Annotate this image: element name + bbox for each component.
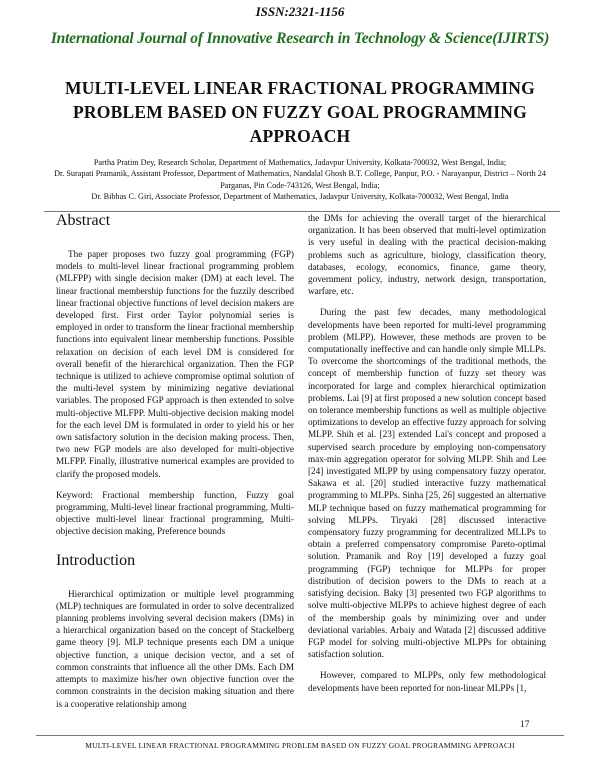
journal-name: International Journal of Innovative Research in Technology & Science(IJIRTS) — [50, 30, 550, 47]
author-list — [40, 157, 560, 202]
right-paragraph-2: During the past few decades, many methodological developments have been reported for multi-level programming problem (MLPP). However, these methods are proven to be computationally ineffective and can handle only simple MLLPs. To overcome the shortcomings of the traditional methods, the concept of membership function of fuzzy set theory was incorporated for large and complex hierarchical optimization problems. Lai [9] at first proposed a new solution concept based on tolerance membership functions as well as multiple objective optimizations to develop an effective fuzzy approach for solving MLPP. Shih et al. [23] extended Lai's concept and proposed a supervised search procedure by employing non-compensatory max-min aggregation operator for solving MLPP. Shih and Lee [24] investigated MLPP by using compensatory fuzzy operator. Sakawa et al. [20] studied interactive fuzzy mathematical programming to MLPPs. Sinha [25, 26] suggested an alternative MLP technique based on fuzzy mathematical programming for solving MLPPs. Tiryaki [28] discussed interactive compensatory fuzzy programming for decentralized MLLPs to obtain a preferred compensatory compromise Pareto-optimal solution. Pramanik and Roy [19] developed a fuzzy goal programming (FGP) technique for MLPPs for proper distribution of decision powers to the DMs to reach at a satisfying decision. Baky [3] presented two FGP algorithms to solve multi-objective MLPPs to achieve highest degree of each of the membership goals by minimizing over and under deviational variables. Arbaiy and Watada [2] discussed additive FGP model for solving multi-objective MLPPs for obtaining satisfaction solution. — [308, 307, 546, 660]
body-columns — [0, 212, 600, 712]
introduction-text: Hierarchical optimization or multiple level programming (MLP) techniques are formulated in order to solve decentralized planning problems involving several decision makers (DMs) in a hierarchical organization based on the concept of Stackelberg game theory [9]. MLP technique presents each DM a unique objective function, a unique decision vector, and a set of common constraints that influence all the other DMs. Each DM attempts to maximize his/her own objective function over the common constraints in the decision making situation and there is a cooperative relationship among — [56, 588, 294, 709]
right-paragraph-3: However, compared to MLPPs, only few methodological developments have been reported for non-linear MLPPs [1, — [308, 670, 546, 693]
author-2: Dr. Surapati Pramanik, Assistant Professor, Department of Mathematics, Nandalal Ghosh B.T. College, Panpur, P.O. - Narayanpur, District – North 24 Parganas, Pin Code-743126, West Bengal, India; — [54, 169, 546, 190]
left-column — [56, 212, 294, 719]
author-1: Partha Pratim Dey, Research Scholar, Department of Mathematics, Jadavpur University, Kolkata-700032, West Bengal, India; — [93, 158, 507, 167]
right-column — [308, 212, 546, 703]
issn: ISSN:2321-1156 — [255, 4, 345, 19]
keywords: Keyword: Fractional membership function, Fuzzy goal programming, Multi-level linear fractional programming, Multi-objective multi-level linear fractional programming, Multi-objective decision making, Preference bounds — [56, 489, 294, 537]
abstract-text: The paper proposes two fuzzy goal programming (FGP) models to multi-level linear fractional programming problem (MLFPP) with single decision maker (DM) at each level. The linear fractional membership functions for the fuzzily described linear fractional objective functions of level decision makers are developed first. First order Taylor polynomial series is employed in order to transform the linear fractional membership functions into equivalent linear membership functions. Possible relaxation on decision of each level DM is considered for overall benefit of the hierarchical organization. Then the FGP technique is utilized to achieve compromise optimal solution of the multi-level system by minimizing negative deviational variables. The proposed FGP approach is then extended to solve multi-objective MLFPP. Multi-objective decision making model for the each level DM is formulated in order to yield his or her own satisfactory solution in the decision making process. Then, two new FGP models are also developed for multi-objective MLFPP. Finally, illustrative numerical examples are provided to clarify the proposed models. — [56, 249, 294, 479]
footer-divider — [36, 735, 564, 736]
page-number: 17 — [520, 720, 530, 730]
author-3: Dr. Bibhas C. Giri, Associate Professor, Department of Mathematics, Jadavpur University, Kolkata-700032, West Bengal, India — [91, 191, 509, 201]
right-paragraph-1: the DMs for achieving the overall target of the hierarchical organization. It has been observed that multi-level optimization is very useful in dealing with the practical decision-making problems such as agriculture, biology, classification theory, databases, ecology, economics, finance, game theory, government policy, industry, network design, transportation, warfare, etc. — [308, 213, 546, 297]
running-footer: MULTI-LEVEL LINEAR FRACTIONAL PROGRAMMING PROBLEM BASED ON FUZZY GOAL PROGRAMMING APPROACH — [85, 741, 515, 750]
abstract-heading: Abstract — [56, 212, 111, 229]
paper-title: MULTI-LEVEL LINEAR FRACTIONAL PROGRAMMING PROBLEM BASED ON FUZZY GOAL PROGRAMMING APPROACH — [65, 78, 535, 146]
introduction-heading: Introduction — [56, 551, 136, 569]
